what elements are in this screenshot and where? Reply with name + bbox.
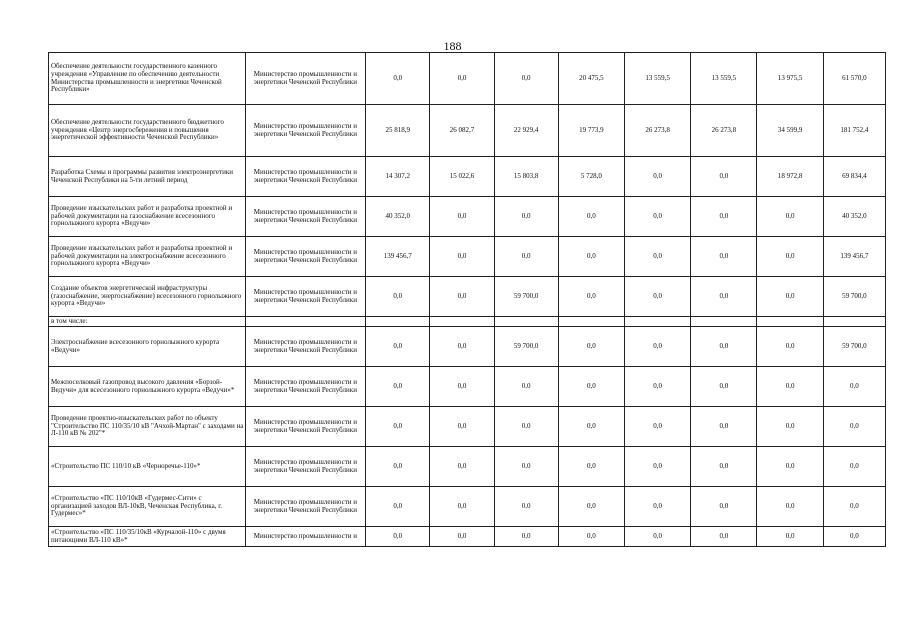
funding-value-cell: 25 818,9: [366, 105, 430, 157]
funding-value-cell: 13 559,5: [691, 53, 757, 105]
funding-value-cell: 0,0: [558, 407, 624, 447]
funding-value-cell: [494, 317, 558, 327]
funding-value-cell: 0,0: [757, 277, 823, 317]
funding-value-cell: 34 599,9: [757, 105, 823, 157]
funding-value-cell: 0,0: [757, 407, 823, 447]
funding-value-cell: 0,0: [494, 527, 558, 547]
funding-value-cell: 0,0: [366, 487, 430, 527]
table-body: [49, 53, 886, 547]
funding-value-cell: 0,0: [625, 277, 691, 317]
table-row: [49, 105, 886, 157]
total-value-cell: [823, 317, 885, 327]
total-value-cell: 181 752,4: [823, 105, 885, 157]
responsible-executor-cell: Министерство промышленности и энергетики Чеченской Республики: [245, 367, 365, 407]
program-funding-table: [48, 52, 886, 547]
activity-description-cell: Создание объектов энергетической инфраструктуры (газоснабжение, энергоснабжение) всесезонного горнолыжного курорта «Ведучи»: [49, 277, 246, 317]
funding-value-cell: 0,0: [558, 527, 624, 547]
funding-value-cell: 0,0: [430, 327, 494, 367]
table-row: [49, 327, 886, 367]
total-value-cell: 139 456,7: [823, 237, 885, 277]
total-value-cell: 0,0: [823, 527, 885, 547]
funding-value-cell: 40 352,0: [366, 197, 430, 237]
funding-value-cell: 22 929,4: [494, 105, 558, 157]
funding-value-cell: 0,0: [625, 157, 691, 197]
total-value-cell: 0,0: [823, 447, 885, 487]
table-row: [49, 407, 886, 447]
funding-value-cell: 0,0: [757, 327, 823, 367]
table-row: [49, 527, 886, 547]
funding-value-cell: 0,0: [691, 527, 757, 547]
activity-description-cell: Проведение изыскательских работ и разработка проектной и рабочей документации на газоснабжение всесезонного горнолыжного курорта «Ведучи»: [49, 197, 246, 237]
funding-value-cell: 0,0: [558, 367, 624, 407]
funding-value-cell: 0,0: [691, 487, 757, 527]
activity-description-cell: Обеспечение деятельности государственного казенного учреждения «Управление по обеспечению деятельности Министерства промышленности и энергетики Чеченской Республики»: [49, 53, 246, 105]
funding-value-cell: 13 559,5: [625, 53, 691, 105]
funding-value-cell: 0,0: [757, 527, 823, 547]
activity-description-cell: Электроснабжение всесезонного горнолыжного курорта «Ведучи»: [49, 327, 246, 367]
table-row: [49, 487, 886, 527]
responsible-executor-cell: Министерство промышленности и энергетики Чеченской Республики: [245, 327, 365, 367]
funding-value-cell: 0,0: [430, 197, 494, 237]
funding-value-cell: 0,0: [366, 277, 430, 317]
funding-value-cell: 0,0: [691, 327, 757, 367]
funding-value-cell: 0,0: [625, 487, 691, 527]
table-row: [49, 53, 886, 105]
funding-value-cell: 5 728,0: [558, 157, 624, 197]
table-row: [49, 197, 886, 237]
funding-value-cell: 13 975,5: [757, 53, 823, 105]
funding-value-cell: 0,0: [757, 447, 823, 487]
table-row: [49, 317, 886, 327]
activity-description-cell: «Строительство «ПС 110/10кВ «Гудермес-Сити» с организацией заходов ВЛ-10кВ, Чеченская Республика, г. Гудермес»*: [49, 487, 246, 527]
funding-value-cell: 0,0: [691, 277, 757, 317]
funding-value-cell: 0,0: [625, 527, 691, 547]
total-value-cell: 0,0: [823, 407, 885, 447]
funding-value-cell: [625, 317, 691, 327]
table-row: [49, 447, 886, 487]
funding-value-cell: [366, 317, 430, 327]
funding-value-cell: 0,0: [691, 367, 757, 407]
total-value-cell: 61 570,0: [823, 53, 885, 105]
funding-value-cell: 15 803,8: [494, 157, 558, 197]
activity-description-cell: Межпоселковый газопровод высокого давления «Борзой-Ведучи» для всесезонного горнолыжного курорта «Ведучи»*: [49, 367, 246, 407]
funding-value-cell: 0,0: [625, 197, 691, 237]
funding-value-cell: 15 022,6: [430, 157, 494, 197]
table-row: [49, 277, 886, 317]
funding-value-cell: 59 700,0: [494, 277, 558, 317]
funding-value-cell: 0,0: [366, 407, 430, 447]
activity-description-cell: Проведение проектно-изыскательских работ по объекту "Строительство ПС 110/35/10 кВ "Ачхой-Мартан" с заходами на Л-110 кВ № 202"*: [49, 407, 246, 447]
funding-value-cell: 0,0: [625, 327, 691, 367]
funding-value-cell: 0,0: [757, 487, 823, 527]
funding-value-cell: [430, 317, 494, 327]
funding-value-cell: 0,0: [366, 447, 430, 487]
responsible-executor-cell: Министерство промышленности и энергетики Чеченской Республики: [245, 237, 365, 277]
table-row: [49, 367, 886, 407]
funding-value-cell: 0,0: [558, 197, 624, 237]
responsible-executor-cell: Министерство промышленности и энергетики Чеченской Республики: [245, 277, 365, 317]
funding-value-cell: 26 082,7: [430, 105, 494, 157]
funding-value-cell: 0,0: [494, 197, 558, 237]
funding-value-cell: 0,0: [366, 53, 430, 105]
responsible-executor-cell: Министерство промышленности и энергетики Чеченской Республики: [245, 105, 365, 157]
funding-value-cell: 19 773,9: [558, 105, 624, 157]
funding-value-cell: 14 307,2: [366, 157, 430, 197]
funding-value-cell: 20 475,5: [558, 53, 624, 105]
funding-value-cell: 0,0: [430, 447, 494, 487]
table-row: [49, 237, 886, 277]
funding-value-cell: 0,0: [558, 447, 624, 487]
total-value-cell: 69 834,4: [823, 157, 885, 197]
funding-value-cell: 139 456,7: [366, 237, 430, 277]
activity-description-cell: «Строительство «ПС 110/35/10кВ «Курчалой-110» с двумя питающими ВЛ-110 кВ»*: [49, 527, 246, 547]
funding-value-cell: 0,0: [494, 53, 558, 105]
responsible-executor-cell: Министерство промышленности и энергетики Чеченской Республики: [245, 447, 365, 487]
funding-value-cell: 0,0: [625, 367, 691, 407]
page-number: 188: [443, 39, 462, 53]
responsible-executor-cell: Министерство промышленности и энергетики Чеченской Республики: [245, 487, 365, 527]
funding-value-cell: 0,0: [691, 447, 757, 487]
responsible-executor-cell: Министерство промышленности и: [245, 527, 365, 547]
activity-description-cell: Разработка Схемы и программы развития электроэнергетики Чеченской Республики на 5-ти летний период: [49, 157, 246, 197]
table-row: [49, 157, 886, 197]
funding-value-cell: 26 273,8: [625, 105, 691, 157]
activity-description-cell: Обеспечение деятельности государственного бюджетного учреждения «Центр энергосбережения и повышения энергетической эффективности Чеченской Республики»: [49, 105, 246, 157]
funding-value-cell: 26 273,8: [691, 105, 757, 157]
responsible-executor-cell: Министерство промышленности и энергетики Чеченской Республики: [245, 157, 365, 197]
responsible-executor-cell: Министерство промышленности и энергетики Чеченской Республики: [245, 53, 365, 105]
funding-value-cell: 0,0: [494, 487, 558, 527]
funding-value-cell: 0,0: [430, 367, 494, 407]
funding-value-cell: 59 700,0: [494, 327, 558, 367]
funding-value-cell: 0,0: [625, 237, 691, 277]
funding-value-cell: [691, 317, 757, 327]
funding-value-cell: 0,0: [494, 447, 558, 487]
funding-value-cell: 0,0: [430, 407, 494, 447]
funding-value-cell: 0,0: [558, 487, 624, 527]
funding-value-cell: 0,0: [625, 447, 691, 487]
funding-value-cell: 0,0: [757, 197, 823, 237]
funding-value-cell: 0,0: [558, 277, 624, 317]
responsible-executor-cell: Министерство промышленности и энергетики Чеченской Республики: [245, 407, 365, 447]
funding-value-cell: [558, 317, 624, 327]
funding-value-cell: 0,0: [691, 197, 757, 237]
responsible-executor-cell: [245, 317, 365, 327]
funding-value-cell: 0,0: [558, 327, 624, 367]
funding-value-cell: 0,0: [757, 367, 823, 407]
funding-value-cell: [757, 317, 823, 327]
total-value-cell: 40 352,0: [823, 197, 885, 237]
funding-value-cell: 0,0: [494, 237, 558, 277]
funding-value-cell: 0,0: [366, 367, 430, 407]
total-value-cell: 0,0: [823, 487, 885, 527]
funding-value-cell: 0,0: [625, 407, 691, 447]
total-value-cell: 59 700,0: [823, 277, 885, 317]
funding-value-cell: 0,0: [366, 527, 430, 547]
funding-value-cell: 0,0: [494, 407, 558, 447]
total-value-cell: 59 700,0: [823, 327, 885, 367]
funding-value-cell: 0,0: [430, 237, 494, 277]
funding-value-cell: 0,0: [430, 527, 494, 547]
activity-description-cell: «Строительство ПС 110/10 кВ «Черноречье-110»*: [49, 447, 246, 487]
funding-value-cell: 18 972,8: [757, 157, 823, 197]
responsible-executor-cell: Министерство промышленности и энергетики Чеченской Республики: [245, 197, 365, 237]
activity-description-cell: Проведение изыскательских работ и разработка проектной и рабочей документации на электроснабжение всесезонного горнолыжного курорта «Ведучи»: [49, 237, 246, 277]
total-value-cell: 0,0: [823, 367, 885, 407]
funding-value-cell: 0,0: [558, 237, 624, 277]
funding-value-cell: 0,0: [366, 327, 430, 367]
funding-value-cell: 0,0: [691, 157, 757, 197]
funding-value-cell: 0,0: [430, 487, 494, 527]
funding-value-cell: 0,0: [691, 237, 757, 277]
funding-value-cell: 0,0: [757, 237, 823, 277]
funding-value-cell: 0,0: [494, 367, 558, 407]
funding-value-cell: 0,0: [691, 407, 757, 447]
activity-description-cell: в том числе:: [49, 317, 246, 327]
funding-value-cell: 0,0: [430, 277, 494, 317]
funding-value-cell: 0,0: [430, 53, 494, 105]
